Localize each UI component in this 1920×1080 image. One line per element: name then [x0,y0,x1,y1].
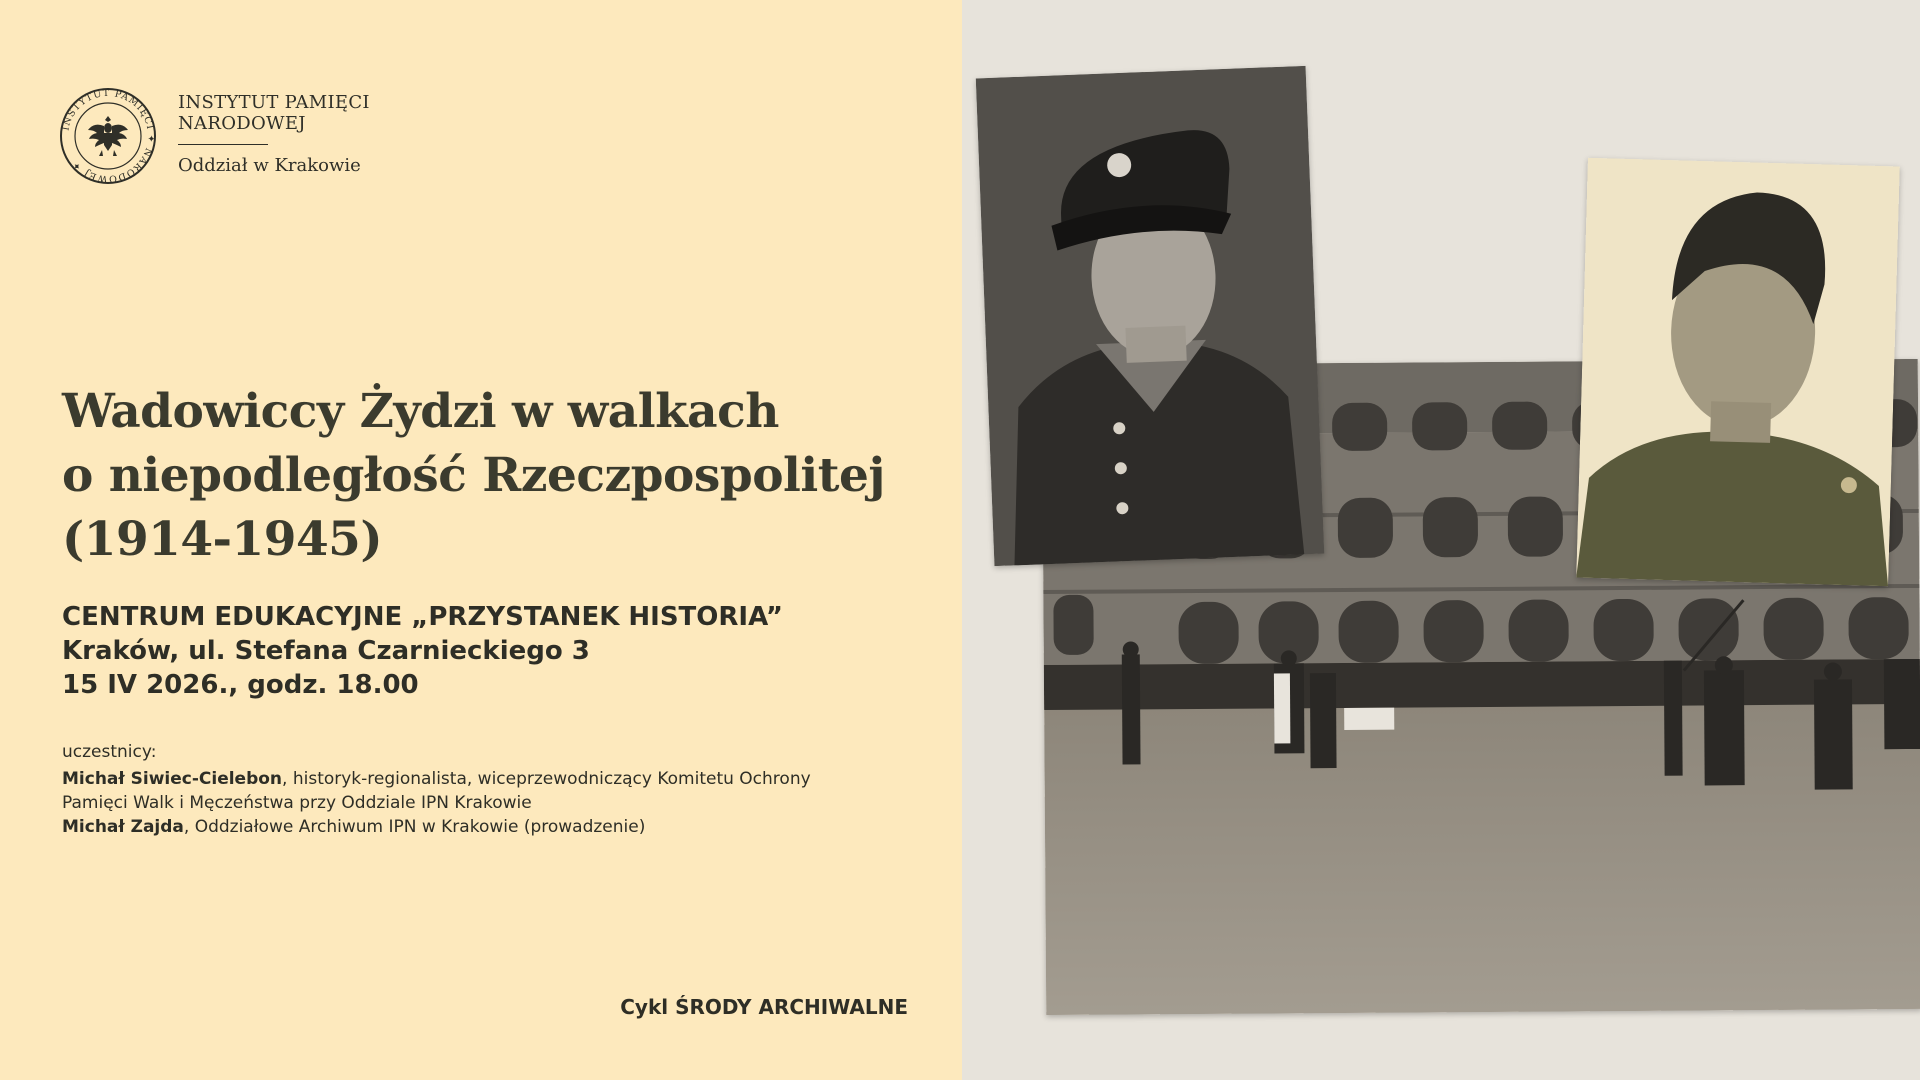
event-details [62,600,783,702]
org-name-line1: INSTYTUT PAMIĘCI [178,92,370,113]
event-venue: CENTRUM EDUKACYJNE „PRZYSTANEK HISTORIA” [62,602,783,632]
title-line2: o niepodległość Rzeczpospolitej [62,448,885,503]
participant-2-name: Michał Zajda [62,817,184,837]
participants [62,740,922,839]
participant-1-desc-2: Pamięci Walk i Męczeństwa przy Oddziale IPN Krakowie [62,793,532,813]
org-divider [178,144,268,145]
title-line3: (1914-1945) [62,512,383,567]
event-address: Kraków, ul. Stefana Czarnieckiego 3 [62,636,590,666]
participant-2 [62,815,922,839]
participant-1-desc-1: , historyk-regionalista, wiceprzewodniczący Komitetu Ochrony [282,769,811,789]
participant-1 [62,767,922,791]
series-label: Cykl ŚRODY ARCHIWALNE [620,995,908,1019]
org-name-line2: NARODOWEJ [178,113,306,134]
ipn-eagle-seal-icon [58,86,158,186]
officer-portrait-photo [976,66,1324,566]
org-branch: Oddział w Krakowie [178,155,361,176]
participant-2-desc: , Oddziałowe Archiwum IPN w Krakowie (prowadzenie) [183,817,646,837]
org-block [178,92,370,176]
page-title [62,380,942,572]
svg-text:INSTYTUT PAMIĘCI ✦ NARODOWEJ ✦: INSTYTUT PAMIĘCI ✦ NARODOWEJ ✦ [60,87,157,185]
title-line1: Wadowiccy Żydzi w walkach [62,384,779,439]
soldier-portrait-photo [1576,158,1900,587]
event-datetime: 15 IV 2026., godz. 18.00 [62,670,419,700]
participant-1-name: Michał Siwiec-Cielebon [62,769,283,789]
participants-header: uczestnicy: [62,742,157,762]
